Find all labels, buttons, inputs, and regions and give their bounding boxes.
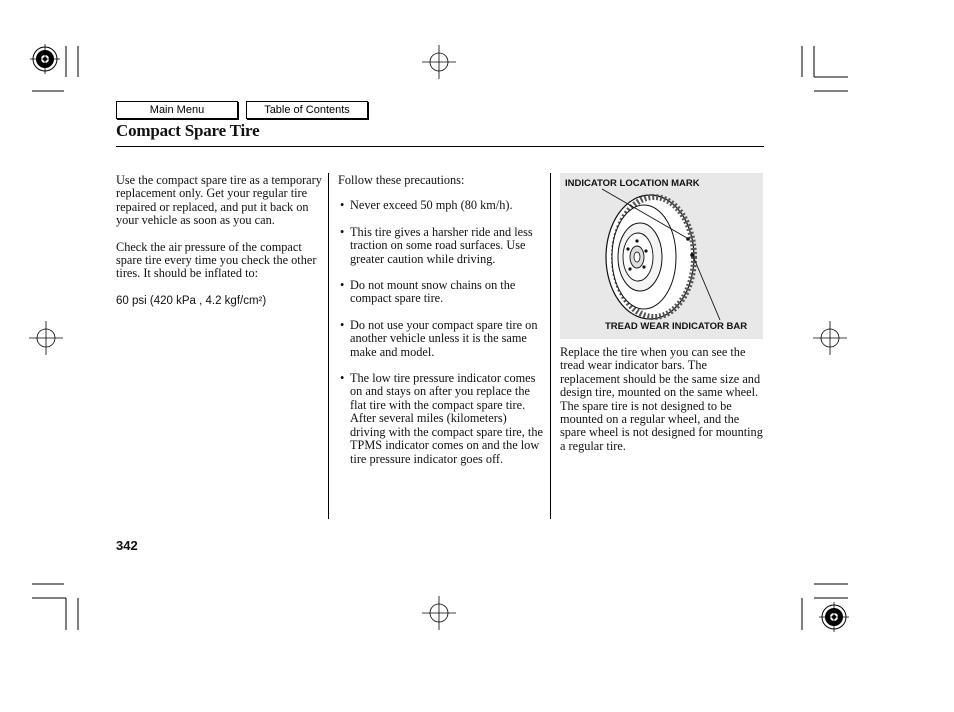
table-of-contents-button[interactable]: Table of Contents bbox=[246, 101, 368, 119]
bullet-icon: • bbox=[340, 371, 345, 386]
column-divider-2 bbox=[550, 173, 551, 519]
list-item: • Do not mount snow chains on the compact spare tire. bbox=[340, 278, 516, 306]
bullet-icon: • bbox=[340, 278, 345, 293]
bullet-icon: • bbox=[340, 317, 345, 332]
tire-figure bbox=[560, 173, 763, 339]
tread-wear-label: TREAD WEAR INDICATOR BAR bbox=[605, 321, 748, 332]
pressure-value: 60 psi (420 kPa , 4.2 kgf/cm²) bbox=[116, 294, 267, 307]
list-item: • This tire gives a harsher ride and less traction on some road surfaces. Use greater caution while driving. bbox=[340, 224, 533, 266]
column-3 bbox=[560, 346, 766, 453]
list-item: • Never exceed 50 mph (80 km/h). bbox=[340, 198, 513, 213]
tire-illustration-icon bbox=[560, 173, 763, 339]
precautions-list bbox=[338, 199, 544, 466]
replacement-paragraph: Replace the tire when you can see the tread wear indicator bars. The replacement should be the same size and design tire, mounted on the same wheel. The spare tire is not designed to be mounted on a regular wheel, and the spare wheel is not designed for mounting a regular tire. bbox=[560, 345, 763, 453]
page-number: 342 bbox=[116, 538, 138, 553]
main-menu-button[interactable]: Main Menu bbox=[116, 101, 238, 119]
intro-paragraph: Use the compact spare tire as a temporary replacement only. Get your regular tire repaired or replaced, and put it back on your vehicle as soon as you can. bbox=[116, 173, 322, 228]
list-item: • Do not use your compact spare tire on another vehicle unless it is the same make and model. bbox=[340, 317, 538, 359]
column-1 bbox=[116, 174, 326, 308]
title-divider bbox=[116, 146, 764, 147]
indicator-location-label: INDICATOR LOCATION MARK bbox=[565, 178, 700, 189]
column-divider-1 bbox=[328, 173, 329, 519]
bullet-icon: • bbox=[340, 198, 345, 213]
bullet-icon: • bbox=[340, 224, 345, 239]
precautions-intro: Follow these precautions: bbox=[338, 173, 465, 187]
list-item: • The low tire pressure indicator comes on and stays on after you replace the flat tire with the compact spare tire. After several miles (kilometers) driving with the compact spare tire, the TPMS indicator comes on and the low tire pressure indicator goes off. bbox=[340, 371, 543, 466]
page-title: Compact Spare Tire bbox=[116, 121, 260, 140]
column-2 bbox=[338, 174, 544, 479]
pressure-paragraph: Check the air pressure of the compact spare tire every time you check the other tires. It should be inflated to: bbox=[116, 239, 317, 281]
